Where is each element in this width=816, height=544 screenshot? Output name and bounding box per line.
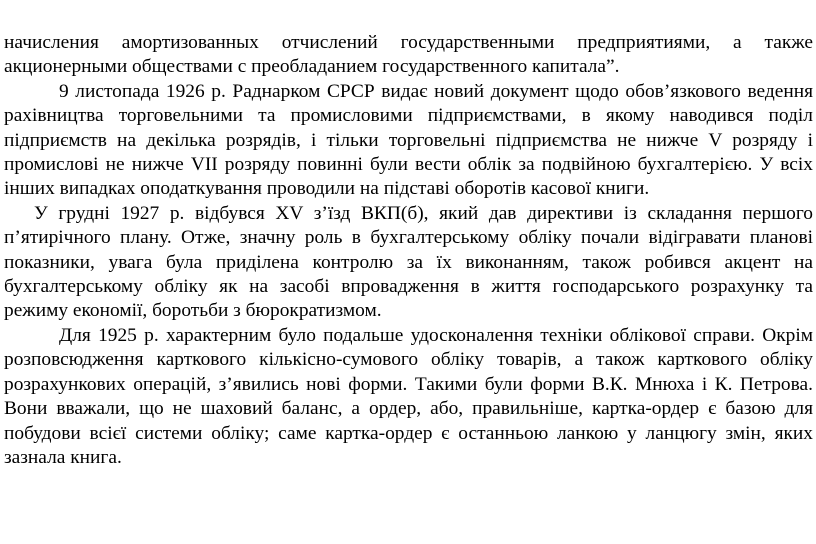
paragraph-1925-techniques: Для 1925 р. характерним було подальше удосконалення техніки облікової справи. Окрім розповсюдження карткового кількісно-сумового обліку товарів, а також карткового обліку розрахункових операцій, з’явились нові форми. Такими були форми В.К. Мнюха і К. Петрова. Вони вважали, що не шаховий баланс, а ордер, або, правильніше, картка-ордер є базою для побудови всієї системи обліку; саме картка-ордер є останньою ланкою у ланцюгу змін, яких зазнала книга. <box>4 324 813 468</box>
paragraph-continuation: начисления амортизованных отчислений государственными предприятиями, а также акционерными обществами с преобладанием государственного капитала”. <box>4 32 813 78</box>
paragraph-1926-decree: 9 листопада 1926 р. Раднарком СРСР видає новий документ щодо обов’язкового ведення рахівництва торговельними та промисловими підприємствами, в якому наводився поділ підприємств на декілька розрядів, і тільки торговельні підприємства не нижче V розряду і промислові не нижче VII розряду повинні були вести облік за подвійною бухгалтерією. У всіх інших випадках оподаткування проводили на підставі оборотів касової книги. <box>4 80 813 200</box>
document-page <box>0 31 816 544</box>
paragraph-1927-congress: У грудні 1927 р. відбувся XV з’їзд ВКП(б), який дав директиви із складання першого п’ятирічного плану. Отже, значну роль в бухгалтерському обліку почали відігравати планові показники, увага була приділена контролю за їх виконанням, також робився акцент на бухгалтерському обліку як на засобі впровадження в життя господарського розрахунку та режиму економії, боротьби з бюрократизмом. <box>4 202 813 322</box>
